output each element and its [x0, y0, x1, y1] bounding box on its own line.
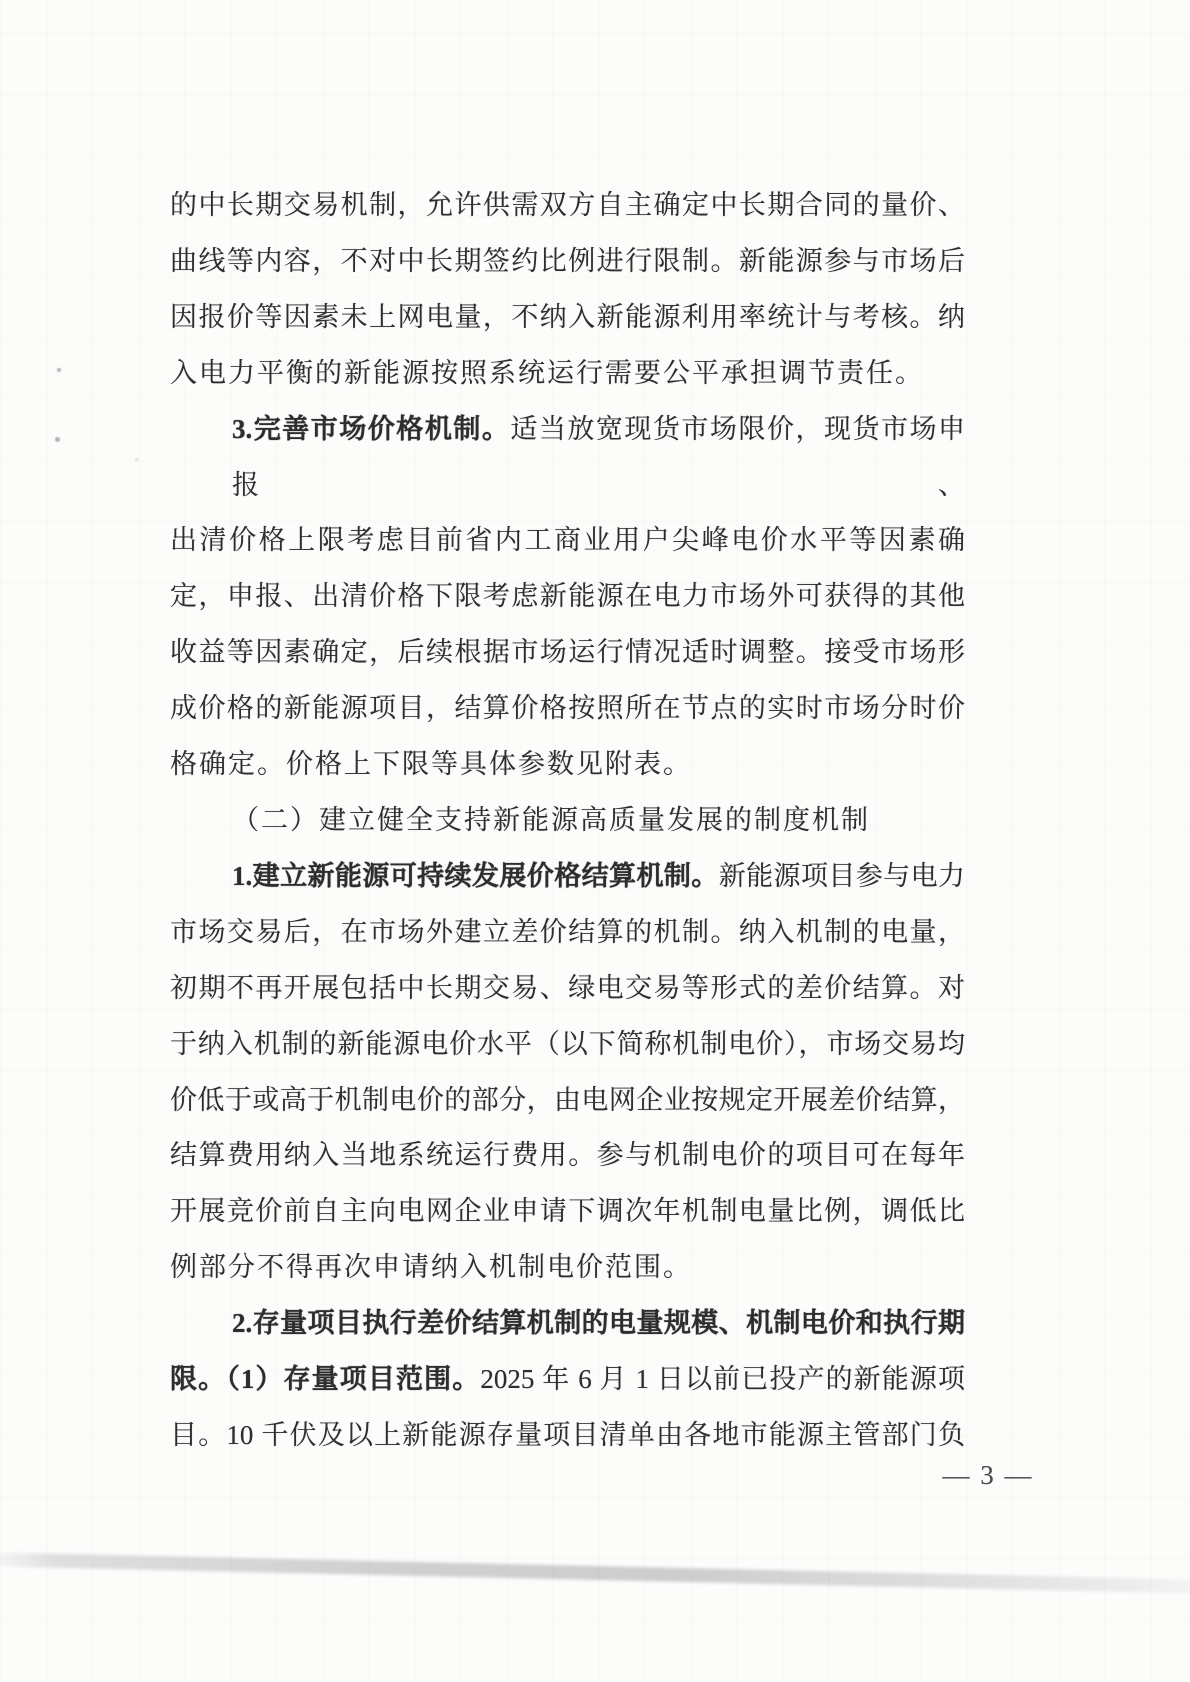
text-segment: 收益等因素确定，后续根据市场运行情况适时调整。接受市场形: [170, 637, 965, 668]
text-segment: 市场交易后，在市场外建立差价结算的机制。纳入机制的电量，: [170, 916, 965, 947]
text-segment: （二）建立健全支持新能源高质量发展的制度机制: [232, 804, 870, 835]
page-number: — 3 —: [942, 1460, 1034, 1490]
text-segment: 开展竞价前自主向电网企业申请下调次年机制电量比例，调低比: [170, 1196, 965, 1227]
text-segment: 出清价格上限考虑目前省内工商业用户尖峰电价水平等因素确: [170, 525, 965, 556]
bold-text-segment: 1.建立新能源可持续发展价格结算机制。: [232, 860, 719, 891]
text-segment: 新能源项目参与电力: [718, 860, 966, 891]
text-segment: 例部分不得再次申请纳入机制电价范围。: [170, 1252, 692, 1283]
text-line-20: [170, 1296, 965, 1352]
text-segment: 价低于或高于机制电价的部分，由电网企业按规定开展差价结算，: [170, 1084, 965, 1115]
text-segment: 因报价等因素未上网电量，不纳入新能源利用率统计与考核。纳: [170, 301, 965, 332]
scan-speck: [57, 368, 61, 372]
text-segment: 定，申报、出清价格下限考虑新能源在电力市场外可获得的其他: [170, 581, 965, 612]
text-line-12: [170, 849, 965, 905]
text-line-18: [170, 1184, 965, 1240]
text-line-4: [170, 346, 965, 402]
document-body: [170, 178, 965, 1464]
text-line-9: [170, 681, 965, 737]
text-segment: 格确定。价格上下限等具体参数见附表。: [170, 749, 692, 780]
text-line-2: [170, 234, 965, 290]
text-line-10: [170, 737, 965, 793]
text-segment: 适当放宽现货市场限价，现货市场申报、: [232, 413, 966, 500]
text-line-3: [170, 290, 965, 346]
text-segment: 成价格的新能源项目，结算价格按照所在节点的实时市场分时价: [170, 693, 965, 724]
text-line-15: [170, 1017, 965, 1073]
text-line-7: [170, 569, 965, 625]
bold-text-segment: 限。（1）存量项目范围。: [170, 1364, 481, 1395]
scan-smudge-artifact: [0, 1552, 1190, 1595]
text-line-21: [170, 1352, 965, 1408]
text-line-11: [170, 793, 965, 849]
text-line-17: [170, 1128, 965, 1184]
text-segment: 于纳入机制的新能源电价水平（以下简称机制电价），市场交易均: [170, 1028, 965, 1059]
text-line-1: [170, 178, 965, 234]
text-line-19: [170, 1240, 965, 1296]
text-line-16: [170, 1073, 965, 1129]
text-segment: 曲线等内容，不对中长期签约比例进行限制。新能源参与市场后: [170, 245, 965, 276]
text-line-14: [170, 961, 965, 1017]
text-line-22: [170, 1408, 965, 1464]
text-line-13: [170, 905, 965, 961]
bold-text-segment: 3.完善市场价格机制。: [232, 413, 511, 444]
scan-speck: [135, 458, 138, 461]
bold-text-segment: 2.存量项目执行差价结算机制的电量规模、机制电价和执行期: [232, 1308, 965, 1339]
text-segment: 初期不再开展包括中长期交易、绿电交易等形式的差价结算。对: [170, 972, 965, 1003]
text-segment: 入电力平衡的新能源按照系统运行需要公平承担调节责任。: [170, 357, 924, 388]
text-segment: 的中长期交易机制，允许供需双方自主确定中长期合同的量价、: [170, 190, 965, 220]
text-line-6: [170, 513, 965, 569]
scan-speck: [55, 437, 60, 442]
text-segment: 2025 年 6 月 1 日以前已投产的新能源项: [480, 1364, 966, 1395]
text-segment: 结算费用纳入当地系统运行费用。参与机制电价的项目可在每年: [170, 1140, 965, 1171]
text-line-5: [170, 402, 965, 514]
text-segment: 目。10 千伏及以上新能源存量项目清单由各地市能源主管部门负: [170, 1419, 965, 1450]
text-line-8: [170, 625, 965, 681]
